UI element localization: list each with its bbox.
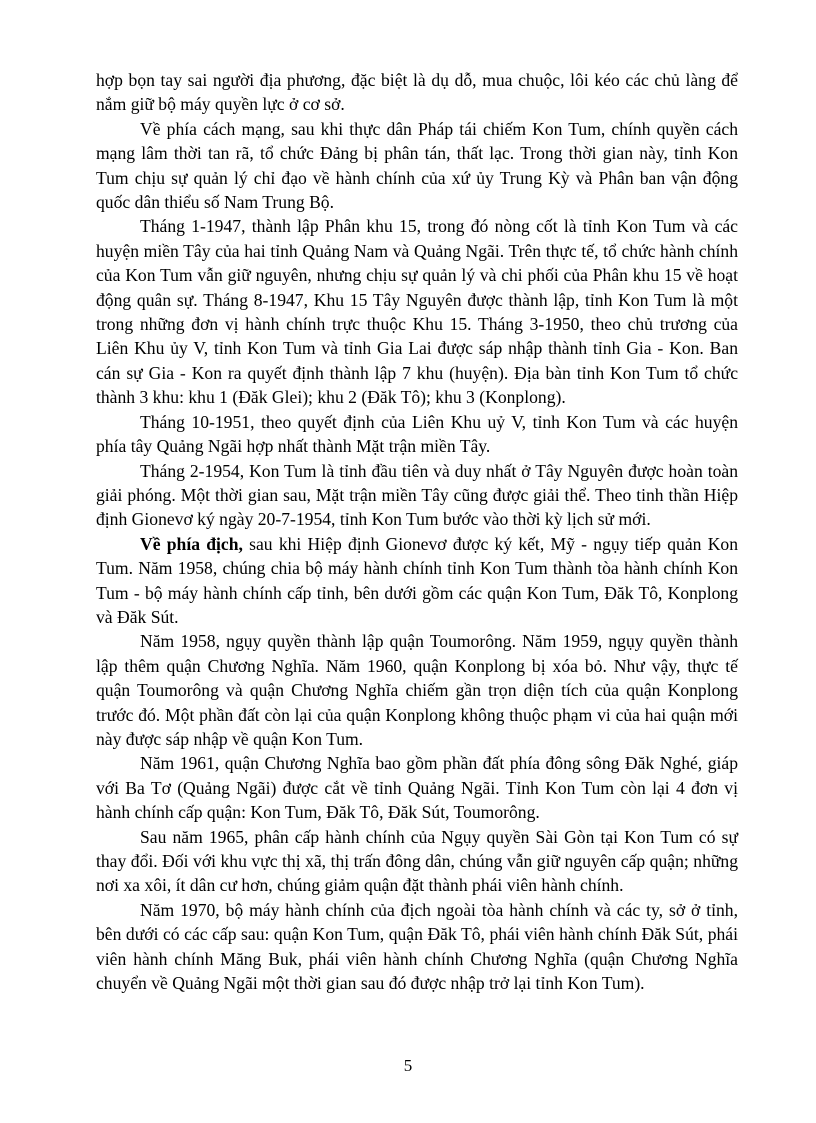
document-body <box>96 68 738 995</box>
paragraph-9: Sau năm 1965, phân cấp hành chính của Ngụy quyền Sài Gòn tại Kon Tum có sự thay đổi. Đối với khu vực thị xã, thị trấn đông dân, chúng vẫn giữ nguyên cấp quận; những nơi xa xôi, ít dân cư hơn, chúng giảm quận đặt thành phái viên hành chính. <box>96 826 738 896</box>
paragraph-6-bold-lead: Về phía địch, <box>140 533 243 554</box>
paragraph-3: Tháng 1-1947, thành lập Phân khu 15, trong đó nòng cốt là tỉnh Kon Tum và các huyện miền Tây của hai tỉnh Quảng Nam và Quảng Ngãi. Trên thực tế, tổ chức hành chính của Kon Tum vẫn giữ nguyên, nhưng chịu sự quản lý và chi phối của Phân khu 15 về hoạt động quân sự. Tháng 8-1947, Khu 15 Tây Nguyên được thành lập, tỉnh Kon Tum là một trong những đơn vị hành chính trực thuộc Khu 15. Tháng 3-1950, theo chủ trương của Liên Khu ủy V, tỉnh Kon Tum và tỉnh Gia Lai được sáp nhập thành tỉnh Gia - Kon. Ban cán sự Gia - Kon ra quyết định thành lập 7 khu (huyện). Địa bàn tỉnh Kon Tum tổ chức thành 3 khu: khu 1 (Đăk Glei); khu 2 (Đăk Tô); khu 3 (Konplong). <box>96 216 738 408</box>
paragraph-8: Năm 1961, quận Chương Nghĩa bao gồm phần đất phía đông sông Đăk Nghé, giáp với Ba Tơ (Quảng Ngãi) được cắt về tỉnh Quảng Ngãi. Tỉnh Kon Tum còn lại 4 đơn vị hành chính cấp quận: Kon Tum, Đăk Tô, Đăk Sút, Toumorông. <box>96 753 738 823</box>
paragraph-2: Về phía cách mạng, sau khi thực dân Pháp tái chiếm Kon Tum, chính quyền cách mạng lâm thời tan rã, tổ chức Đảng bị phân tán, thất lạc. Trong thời gian này, tỉnh Kon Tum chịu sự quản lý chỉ đạo về hành chính của xứ ủy Trung Kỳ và Phân ban vận động quốc dân thiểu số Nam Trung Bộ. <box>96 118 738 213</box>
paragraph-1: hợp bọn tay sai người địa phương, đặc biệt là dụ dỗ, mua chuộc, lôi kéo các chủ làng để nắm giữ bộ máy quyền lực ở cơ sở. <box>96 70 738 115</box>
paragraph-7: Năm 1958, ngụy quyền thành lập quận Toumorông. Năm 1959, ngụy quyền thành lập thêm quận Chương Nghĩa. Năm 1960, quận Konplong bị xóa bỏ. Như vậy, thực tế quận Toumorông và quận Chương Nghĩa chiếm gần trọn diện tích của quận Konplong trước đó. Một phần đất còn lại của quận Konplong không thuộc phạm vi của hai quận mới này được sáp nhập về quận Kon Tum. <box>96 631 738 749</box>
paragraph-4: Tháng 10-1951, theo quyết định của Liên Khu uỷ V, tỉnh Kon Tum và các huyện phía tây Quảng Ngãi hợp nhất thành Mặt trận miền Tây. <box>96 411 738 457</box>
page-number: 5 <box>403 1056 413 1075</box>
paragraph-6 <box>96 532 738 630</box>
paragraph-6-text: sau khi Hiệp định Gionevơ được ký kết, Mỹ - ngụy tiếp quản Kon Tum. Năm 1958, chúng chia bộ máy hành chính tỉnh Kon Tum thành tòa hành chính Kon Tum - bộ máy hành chính cấp tỉnh, bên dưới gồm các quận Kon Tum, Đăk Tô, Konplong và Đăk Sút. <box>96 533 738 627</box>
paragraph-10: Năm 1970, bộ máy hành chính của địch ngoài tòa hành chính và các ty, sở ở tỉnh, bên dưới có các cấp sau: quận Kon Tum, quận Đăk Tô, phái viên hành chính Đăk Sút, phái viên hành chính Măng Buk, phái viên hành chính Chương Nghĩa (quận Chương Nghĩa chuyển về Quảng Ngãi một thời gian sau đó được nhập trở lại tỉnh Kon Tum). <box>96 899 738 994</box>
paragraph-5: Tháng 2-1954, Kon Tum là tỉnh đầu tiên và duy nhất ở Tây Nguyên được hoàn toàn giải phóng. Một thời gian sau, Mặt trận miền Tây cũng được giải thể. Theo tinh thần Hiệp định Gionevơ ký ngày 20-7-1954, tỉnh Kon Tum bước vào thời kỳ lịch sử mới. <box>96 460 738 530</box>
